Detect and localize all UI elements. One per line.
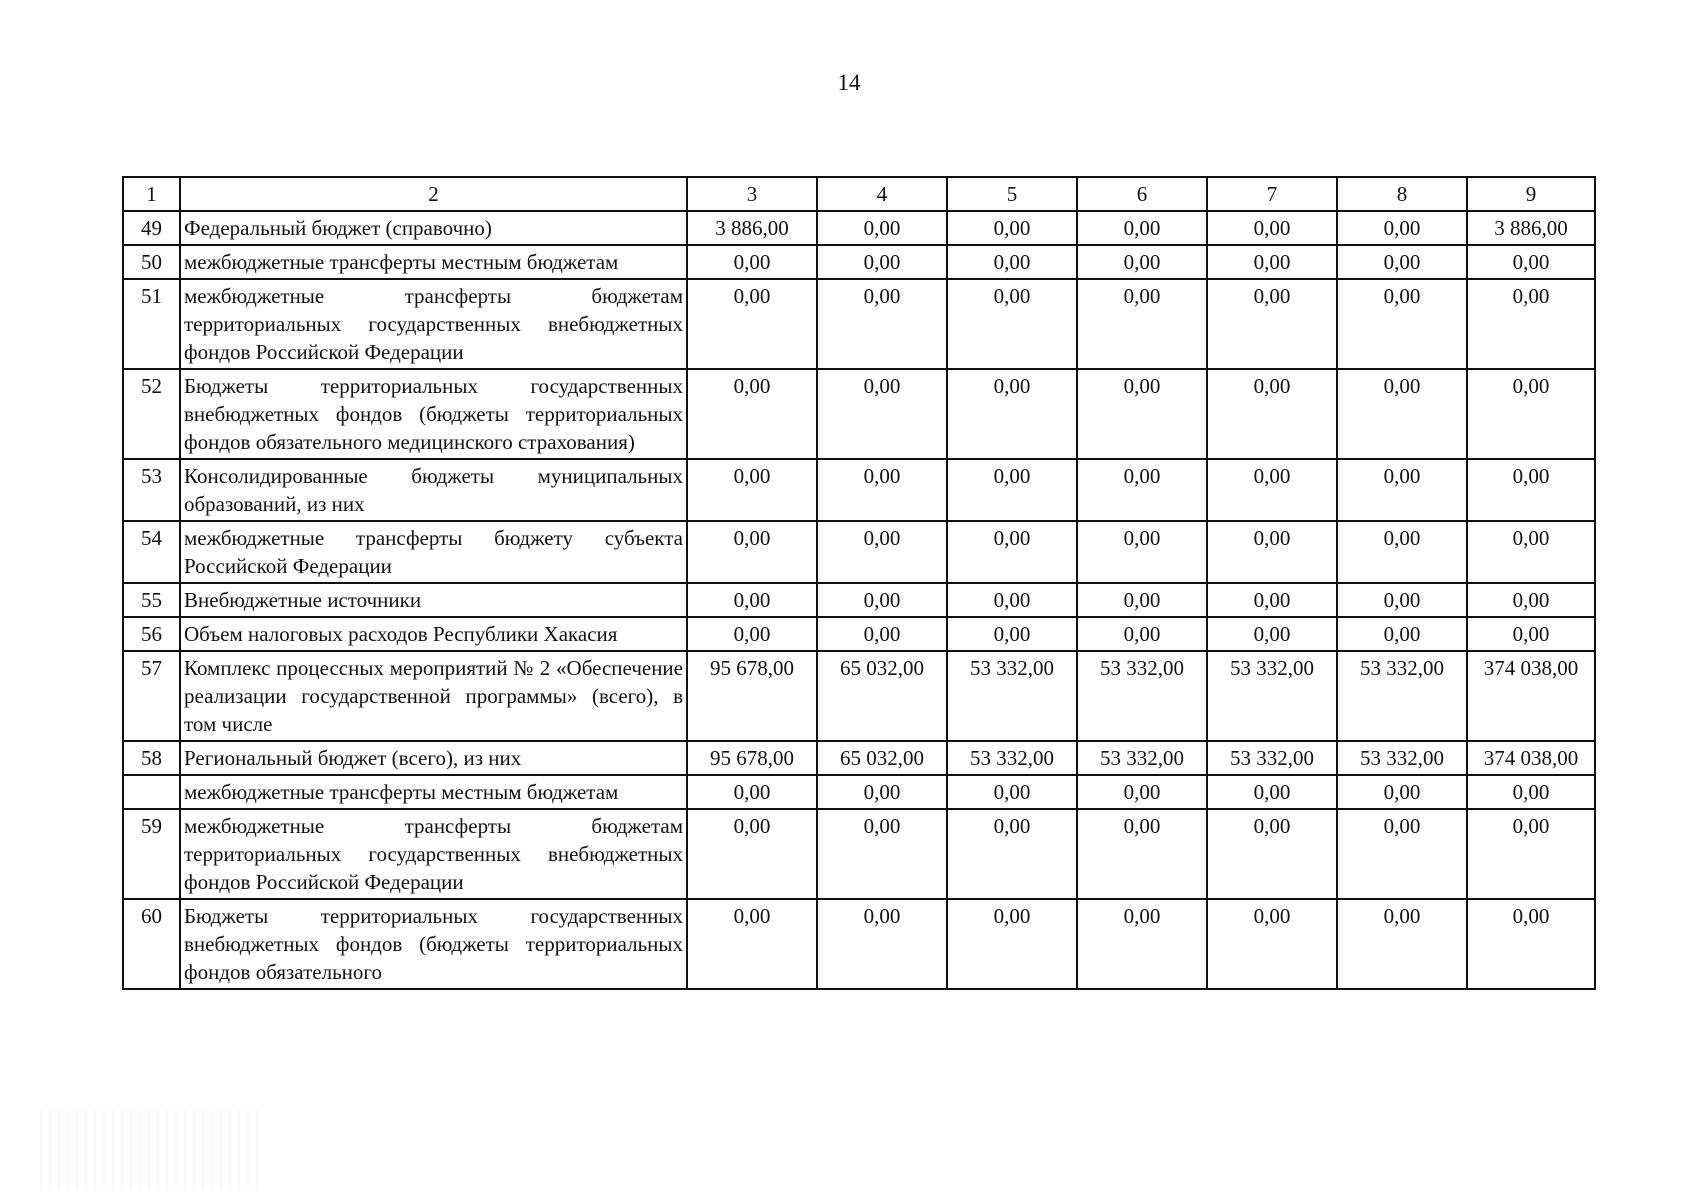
value-cell: 0,00 bbox=[1467, 809, 1595, 899]
value-cell: 0,00 bbox=[687, 459, 817, 521]
value-cell: 65 032,00 bbox=[817, 741, 947, 775]
value-cell: 0,00 bbox=[1337, 583, 1467, 617]
header-cell: 7 bbox=[1207, 177, 1337, 211]
header-cell: 6 bbox=[1077, 177, 1207, 211]
value-cell: 0,00 bbox=[1337, 617, 1467, 651]
value-cell: 0,00 bbox=[1467, 245, 1595, 279]
value-cell: 0,00 bbox=[1207, 245, 1337, 279]
value-cell: 0,00 bbox=[1467, 521, 1595, 583]
value-cell: 0,00 bbox=[947, 583, 1077, 617]
table-row bbox=[123, 741, 1595, 775]
value-cell: 0,00 bbox=[817, 245, 947, 279]
value-cell: 0,00 bbox=[687, 809, 817, 899]
row-number: 55 bbox=[123, 583, 180, 617]
row-number: 60 bbox=[123, 899, 180, 989]
row-name: Бюджеты территориальных государственных внебюджетных фондов (бюджеты территориальных фондов обязательного медицинского страхования) bbox=[180, 369, 687, 459]
row-number: 57 bbox=[123, 651, 180, 741]
value-cell: 0,00 bbox=[1207, 459, 1337, 521]
value-cell: 0,00 bbox=[1207, 211, 1337, 245]
value-cell: 0,00 bbox=[1337, 775, 1467, 809]
value-cell: 0,00 bbox=[1337, 279, 1467, 369]
value-cell: 0,00 bbox=[817, 369, 947, 459]
value-cell: 0,00 bbox=[947, 245, 1077, 279]
value-cell: 0,00 bbox=[687, 279, 817, 369]
value-cell: 0,00 bbox=[1207, 775, 1337, 809]
value-cell: 0,00 bbox=[1077, 899, 1207, 989]
budget-table bbox=[122, 176, 1596, 990]
row-name: межбюджетные трансферты бюджету субъекта Российской Федерации bbox=[180, 521, 687, 583]
value-cell: 95 678,00 bbox=[687, 651, 817, 741]
value-cell: 0,00 bbox=[1077, 775, 1207, 809]
value-cell: 0,00 bbox=[947, 775, 1077, 809]
value-cell: 0,00 bbox=[687, 521, 817, 583]
value-cell: 0,00 bbox=[687, 583, 817, 617]
table-row bbox=[123, 809, 1595, 899]
value-cell: 0,00 bbox=[1207, 521, 1337, 583]
table-body bbox=[123, 177, 1595, 989]
value-cell: 0,00 bbox=[1077, 459, 1207, 521]
table-row bbox=[123, 459, 1595, 521]
value-cell: 374 038,00 bbox=[1467, 651, 1595, 741]
value-cell: 0,00 bbox=[817, 775, 947, 809]
value-cell: 0,00 bbox=[1467, 583, 1595, 617]
table-row bbox=[123, 245, 1595, 279]
value-cell: 95 678,00 bbox=[687, 741, 817, 775]
value-cell: 0,00 bbox=[1467, 775, 1595, 809]
value-cell: 0,00 bbox=[1207, 583, 1337, 617]
value-cell: 0,00 bbox=[817, 617, 947, 651]
value-cell: 53 332,00 bbox=[1077, 651, 1207, 741]
row-name: Консолидированные бюджеты муниципальных образований, из них bbox=[180, 459, 687, 521]
value-cell: 53 332,00 bbox=[947, 741, 1077, 775]
table-row bbox=[123, 369, 1595, 459]
value-cell: 53 332,00 bbox=[1207, 651, 1337, 741]
value-cell: 0,00 bbox=[687, 775, 817, 809]
value-cell: 65 032,00 bbox=[817, 651, 947, 741]
header-cell: 8 bbox=[1337, 177, 1467, 211]
value-cell: 0,00 bbox=[947, 521, 1077, 583]
value-cell: 0,00 bbox=[1077, 211, 1207, 245]
value-cell: 0,00 bbox=[1337, 211, 1467, 245]
value-cell: 0,00 bbox=[1337, 521, 1467, 583]
row-name: межбюджетные трансферты местным бюджетам bbox=[180, 775, 687, 809]
row-number: 58 bbox=[123, 741, 180, 775]
value-cell: 0,00 bbox=[817, 279, 947, 369]
value-cell: 0,00 bbox=[1077, 521, 1207, 583]
row-name: Федеральный бюджет (справочно) bbox=[180, 211, 687, 245]
value-cell: 0,00 bbox=[947, 369, 1077, 459]
value-cell: 0,00 bbox=[1077, 245, 1207, 279]
value-cell: 0,00 bbox=[817, 459, 947, 521]
header-cell: 5 bbox=[947, 177, 1077, 211]
table-header-row bbox=[123, 177, 1595, 211]
row-name: межбюджетные трансферты бюджетам территориальных государственных внебюджетных фондов Российской Федерации bbox=[180, 279, 687, 369]
page-number: 14 bbox=[837, 70, 861, 95]
table-row bbox=[123, 521, 1595, 583]
value-cell: 0,00 bbox=[817, 899, 947, 989]
value-cell: 0,00 bbox=[1337, 899, 1467, 989]
row-number: 56 bbox=[123, 617, 180, 651]
table-row bbox=[123, 899, 1595, 989]
header-cell: 3 bbox=[687, 177, 817, 211]
value-cell: 0,00 bbox=[947, 809, 1077, 899]
row-name: Комплекс процессных мероприятий № 2 «Обеспечение реализации государственной программы» (всего), в том числе bbox=[180, 651, 687, 741]
value-cell: 0,00 bbox=[1207, 899, 1337, 989]
value-cell: 0,00 bbox=[817, 211, 947, 245]
value-cell: 0,00 bbox=[1337, 369, 1467, 459]
scan-artifact bbox=[40, 1110, 260, 1190]
value-cell: 0,00 bbox=[947, 899, 1077, 989]
row-number: 53 bbox=[123, 459, 180, 521]
value-cell: 0,00 bbox=[687, 245, 817, 279]
row-number: 50 bbox=[123, 245, 180, 279]
row-number: 52 bbox=[123, 369, 180, 459]
value-cell: 3 886,00 bbox=[1467, 211, 1595, 245]
table-row bbox=[123, 775, 1595, 809]
value-cell: 0,00 bbox=[1337, 459, 1467, 521]
value-cell: 0,00 bbox=[1207, 279, 1337, 369]
value-cell: 3 886,00 bbox=[687, 211, 817, 245]
value-cell: 53 332,00 bbox=[1337, 651, 1467, 741]
row-name: межбюджетные трансферты бюджетам территориальных государственных внебюджетных фондов Российской Федерации bbox=[180, 809, 687, 899]
value-cell: 0,00 bbox=[687, 899, 817, 989]
row-name: Объем налоговых расходов Республики Хакасия bbox=[180, 617, 687, 651]
value-cell: 0,00 bbox=[1077, 279, 1207, 369]
value-cell: 0,00 bbox=[1467, 899, 1595, 989]
row-number bbox=[123, 775, 180, 809]
value-cell: 53 332,00 bbox=[1077, 741, 1207, 775]
header-cell: 2 bbox=[180, 177, 687, 211]
value-cell: 0,00 bbox=[1077, 369, 1207, 459]
row-name: Внебюджетные источники bbox=[180, 583, 687, 617]
row-name: Бюджеты территориальных государственных внебюджетных фондов (бюджеты территориальных фондов обязательного bbox=[180, 899, 687, 989]
table-row bbox=[123, 211, 1595, 245]
value-cell: 0,00 bbox=[1337, 809, 1467, 899]
row-number: 51 bbox=[123, 279, 180, 369]
header-cell: 4 bbox=[817, 177, 947, 211]
row-number: 54 bbox=[123, 521, 180, 583]
value-cell: 0,00 bbox=[1207, 617, 1337, 651]
value-cell: 53 332,00 bbox=[1337, 741, 1467, 775]
value-cell: 0,00 bbox=[817, 521, 947, 583]
value-cell: 0,00 bbox=[947, 459, 1077, 521]
table-row bbox=[123, 279, 1595, 369]
value-cell: 53 332,00 bbox=[947, 651, 1077, 741]
table-row bbox=[123, 617, 1595, 651]
table-row bbox=[123, 651, 1595, 741]
value-cell: 374 038,00 bbox=[1467, 741, 1595, 775]
value-cell: 0,00 bbox=[817, 583, 947, 617]
value-cell: 0,00 bbox=[1077, 583, 1207, 617]
row-name: межбюджетные трансферты местным бюджетам bbox=[180, 245, 687, 279]
value-cell: 0,00 bbox=[947, 211, 1077, 245]
value-cell: 0,00 bbox=[947, 617, 1077, 651]
value-cell: 0,00 bbox=[1207, 369, 1337, 459]
value-cell: 0,00 bbox=[1467, 369, 1595, 459]
header-cell: 1 bbox=[123, 177, 180, 211]
value-cell: 0,00 bbox=[1467, 279, 1595, 369]
row-name: Региональный бюджет (всего), из них bbox=[180, 741, 687, 775]
value-cell: 0,00 bbox=[1337, 245, 1467, 279]
header-cell: 9 bbox=[1467, 177, 1595, 211]
value-cell: 0,00 bbox=[1077, 809, 1207, 899]
value-cell: 0,00 bbox=[1077, 617, 1207, 651]
value-cell: 0,00 bbox=[687, 617, 817, 651]
table-row bbox=[123, 583, 1595, 617]
value-cell: 0,00 bbox=[1207, 809, 1337, 899]
value-cell: 0,00 bbox=[1467, 459, 1595, 521]
value-cell: 0,00 bbox=[1467, 617, 1595, 651]
row-number: 49 bbox=[123, 211, 180, 245]
row-number: 59 bbox=[123, 809, 180, 899]
value-cell: 0,00 bbox=[817, 809, 947, 899]
value-cell: 0,00 bbox=[687, 369, 817, 459]
value-cell: 53 332,00 bbox=[1207, 741, 1337, 775]
value-cell: 0,00 bbox=[947, 279, 1077, 369]
